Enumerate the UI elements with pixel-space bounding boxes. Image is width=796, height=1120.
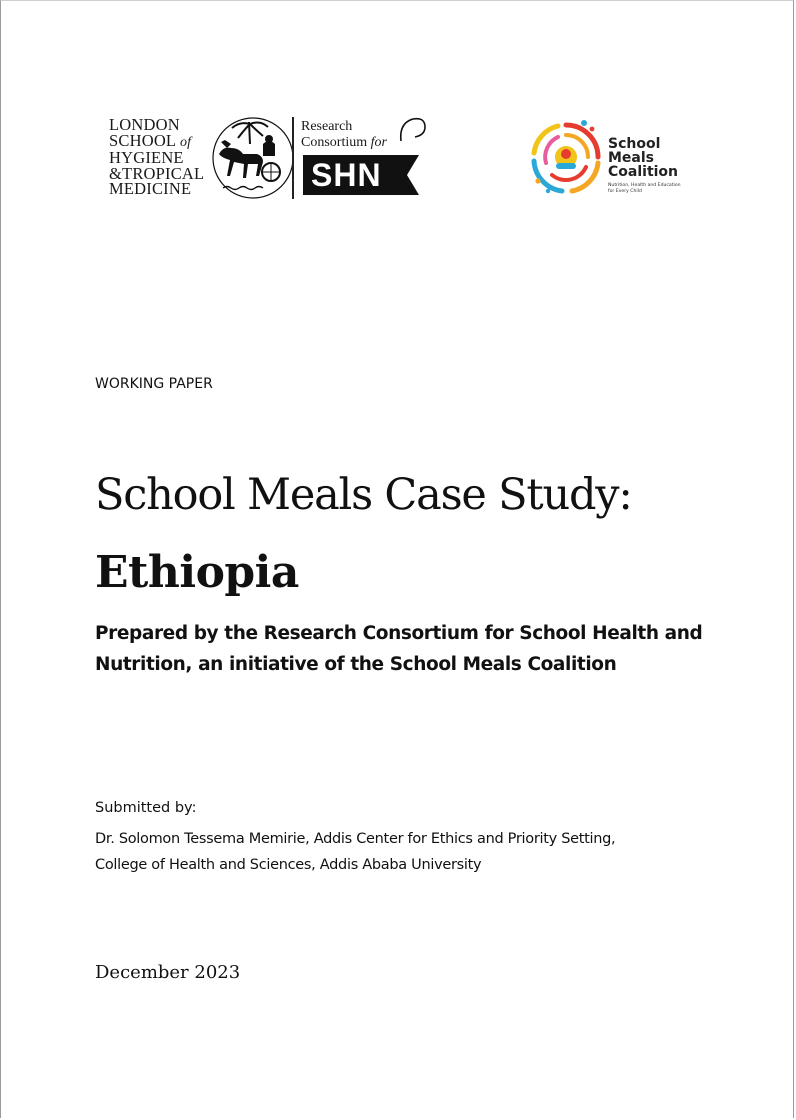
publication-date: December 2023 xyxy=(95,962,241,983)
logo-divider xyxy=(292,117,294,199)
school-meals-coalition-logo xyxy=(528,115,688,205)
lshtm-line-school: SCHOOL of xyxy=(109,130,192,150)
smc-word-coalition: Coalition xyxy=(608,164,679,180)
document-title-country: Ethiopia xyxy=(95,547,299,598)
lshtm-line-hygiene: HYGIENE xyxy=(109,148,184,168)
school-meals-coalition-tagline: Nutrition, Health and Education for Every Child xyxy=(608,183,681,194)
lshtm-line-tropical: &TROPICAL xyxy=(109,163,205,183)
document-subtitle: Prepared by the Research Consortium for School Health and Nutrition, an initiative of the School Meals Coalition xyxy=(95,623,703,675)
school-meals-coalition-wordmark xyxy=(608,137,678,179)
rcshn-swirl-icon xyxy=(397,115,427,149)
author-line-2: College of Health and Sciences, Addis Ababa University xyxy=(95,857,482,873)
submitted-by-label: Submitted by: xyxy=(95,800,197,816)
lshtm-line-medicine: MEDICINE xyxy=(109,179,192,199)
school-meals-coalition-mark-icon xyxy=(528,115,604,203)
author-line-1: Dr. Solomon Tessema Memirie, Addis Center for Ethics and Priority Setting, xyxy=(95,831,616,847)
lshtm-wordmark xyxy=(109,117,205,197)
rcshn-line-research: Research xyxy=(301,119,353,134)
document-title: School Meals Case Study: xyxy=(95,470,632,520)
document-type-label: WORKING PAPER xyxy=(95,376,213,392)
lshtm-logo xyxy=(109,117,419,203)
smc-word-school: School xyxy=(608,136,661,152)
rcshn-logo xyxy=(301,117,421,199)
rcshn-line-consortium: Consortium for xyxy=(301,135,387,150)
smc-word-meals: Meals xyxy=(608,150,655,166)
author-affiliation xyxy=(95,826,735,878)
logo-header xyxy=(0,0,796,220)
lshtm-line-london: LONDON xyxy=(109,115,180,134)
lshtm-crest-icon xyxy=(205,114,295,200)
shn-acronym: SHN xyxy=(311,157,382,193)
